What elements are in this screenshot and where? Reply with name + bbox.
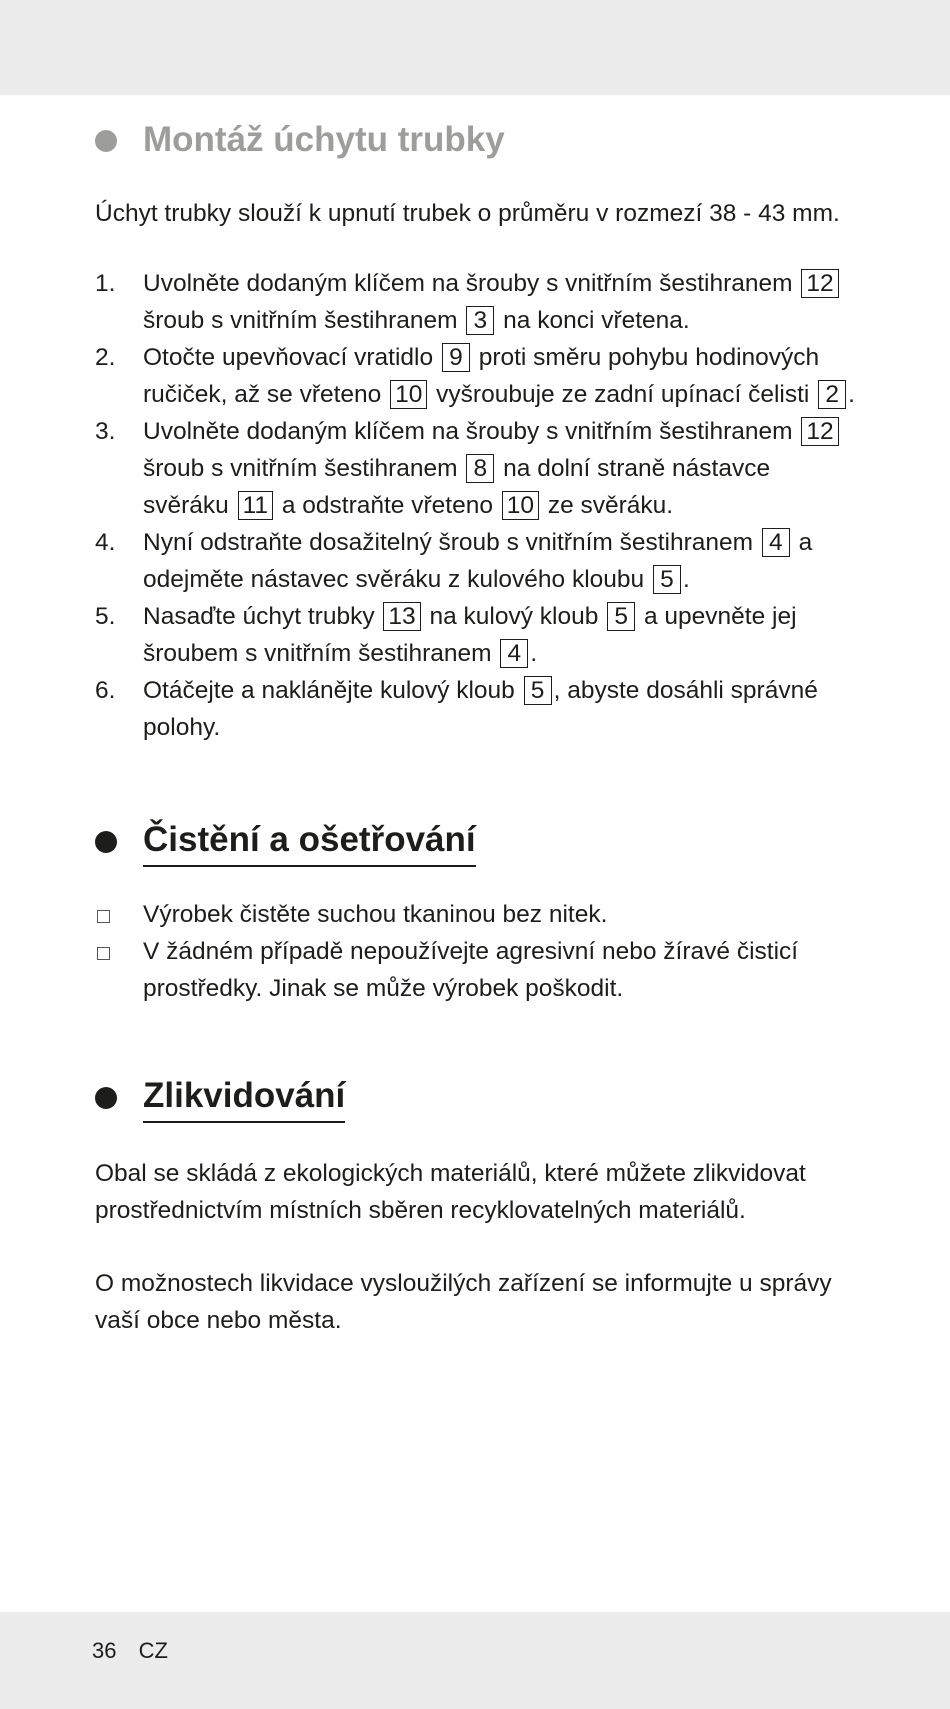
- checkbox-square-icon: [97, 947, 110, 960]
- step-text: šroub s vnitřním šestihranem: [143, 455, 465, 482]
- heading-text: Zlikvidování: [143, 1073, 345, 1123]
- part-reference-number: 3: [466, 306, 494, 335]
- step-number: 3.: [95, 418, 116, 445]
- step-number: 6.: [95, 677, 116, 704]
- step-text: na dolní straně nástavce svěráku: [143, 455, 771, 519]
- step-number: 5.: [95, 603, 116, 630]
- section-heading-cleaning: [95, 817, 476, 867]
- assembly-step: [95, 265, 855, 339]
- part-reference-number: 5: [653, 565, 681, 594]
- assembly-step: [95, 672, 855, 746]
- page-footer: [92, 1636, 184, 1666]
- step-text: Uvolněte dodaným klíčem na šrouby s vnitřním šestihranem: [143, 418, 800, 445]
- assembly-step: [95, 598, 855, 672]
- step-text: Otočte upevňovací vratidlo: [143, 344, 440, 371]
- step-text: , abyste dosáhli správné polohy.: [143, 677, 818, 741]
- step-text: Nyní odstraňte dosažitelný šroub s vnitřním šestihranem: [143, 529, 760, 556]
- step-text: šroub s vnitřním šestihranem: [143, 307, 465, 334]
- part-reference-number: 5: [607, 602, 635, 631]
- step-text: a odejměte nástavec svěráku z kulového kloubu: [143, 529, 813, 593]
- assembly-steps-list: [95, 265, 855, 746]
- part-reference-number: 8: [466, 454, 494, 483]
- bullet-dot-icon: [95, 831, 117, 853]
- part-reference-number: 12: [801, 269, 838, 298]
- step-number: 4.: [95, 529, 116, 556]
- step-text: na konci vřetena.: [496, 307, 690, 334]
- step-number: 2.: [95, 344, 116, 371]
- section-heading-disposal: [95, 1073, 345, 1123]
- step-number: 1.: [95, 270, 116, 297]
- cleaning-item: V žádném případě nepoužívejte agresivní nebo žíravé čisticí prostředky. Jinak se může výrobek poškodit.: [95, 933, 855, 1007]
- assembly-step: [95, 339, 855, 413]
- part-reference-number: 11: [238, 491, 273, 520]
- step-text: Nasaďte úchyt trubky: [143, 603, 382, 630]
- part-reference-number: 4: [762, 528, 790, 557]
- part-reference-number: 12: [801, 417, 838, 446]
- bullet-dot-icon: [95, 1087, 117, 1109]
- step-text: vyšroubuje ze zadní upínací čelisti: [429, 381, 817, 408]
- step-text: Otáčejte a naklánějte kulový kloub: [143, 677, 522, 704]
- assembly-step: [95, 413, 855, 524]
- part-reference-number: 10: [390, 380, 427, 409]
- top-margin-band: [0, 0, 950, 95]
- part-reference-number: 4: [500, 639, 528, 668]
- step-text: Uvolněte dodaným klíčem na šrouby s vnitřním šestihranem: [143, 270, 800, 297]
- language-code: CZ: [138, 1638, 168, 1663]
- step-text: .: [848, 381, 855, 408]
- step-text: na kulový kloub: [422, 603, 606, 630]
- disposal-paragraph: O možnostech likvidace vysloužilých zařízení se informujte u správy vaší obce nebo města.: [95, 1270, 832, 1334]
- cleaning-list: [95, 896, 855, 1007]
- part-reference-number: 5: [524, 676, 552, 705]
- step-text: ze svěráku.: [541, 492, 674, 519]
- cleaning-item: Výrobek čistěte suchou tkaninou bez nitek.: [95, 896, 855, 933]
- disposal-paragraph: Obal se skládá z ekologických materiálů, které můžete zlikvidovat prostřednictvím místních sběren recyklovatelných materiálů.: [95, 1160, 806, 1224]
- heading-text: Montáž úchytu trubky: [143, 120, 505, 159]
- step-text: .: [683, 566, 690, 593]
- assembly-step: [95, 524, 855, 598]
- step-text: .: [530, 640, 538, 667]
- pipe-holder-intro: Úchyt trubky slouží k upnutí trubek o průměru v rozmezí 38 - 43 mm.: [95, 200, 840, 227]
- step-text: proti směru pohybu hodinových ručiček, až se vřeteno: [143, 344, 820, 408]
- bullet-dot-icon: [95, 130, 117, 152]
- heading-text: Čistění a ošetřování: [143, 817, 476, 867]
- part-reference-number: 10: [502, 491, 539, 520]
- page-number: 36: [92, 1638, 117, 1663]
- section-heading-pipe-holder: [95, 117, 505, 165]
- step-text: a odstraňte vřeteno: [275, 492, 500, 519]
- checkbox-square-icon: [97, 910, 110, 923]
- part-reference-number: 9: [442, 343, 470, 372]
- step-text: a upevněte jej šroubem s vnitřním šestihranem: [143, 603, 797, 667]
- part-reference-number: 2: [818, 380, 846, 409]
- part-reference-number: 13: [383, 602, 420, 631]
